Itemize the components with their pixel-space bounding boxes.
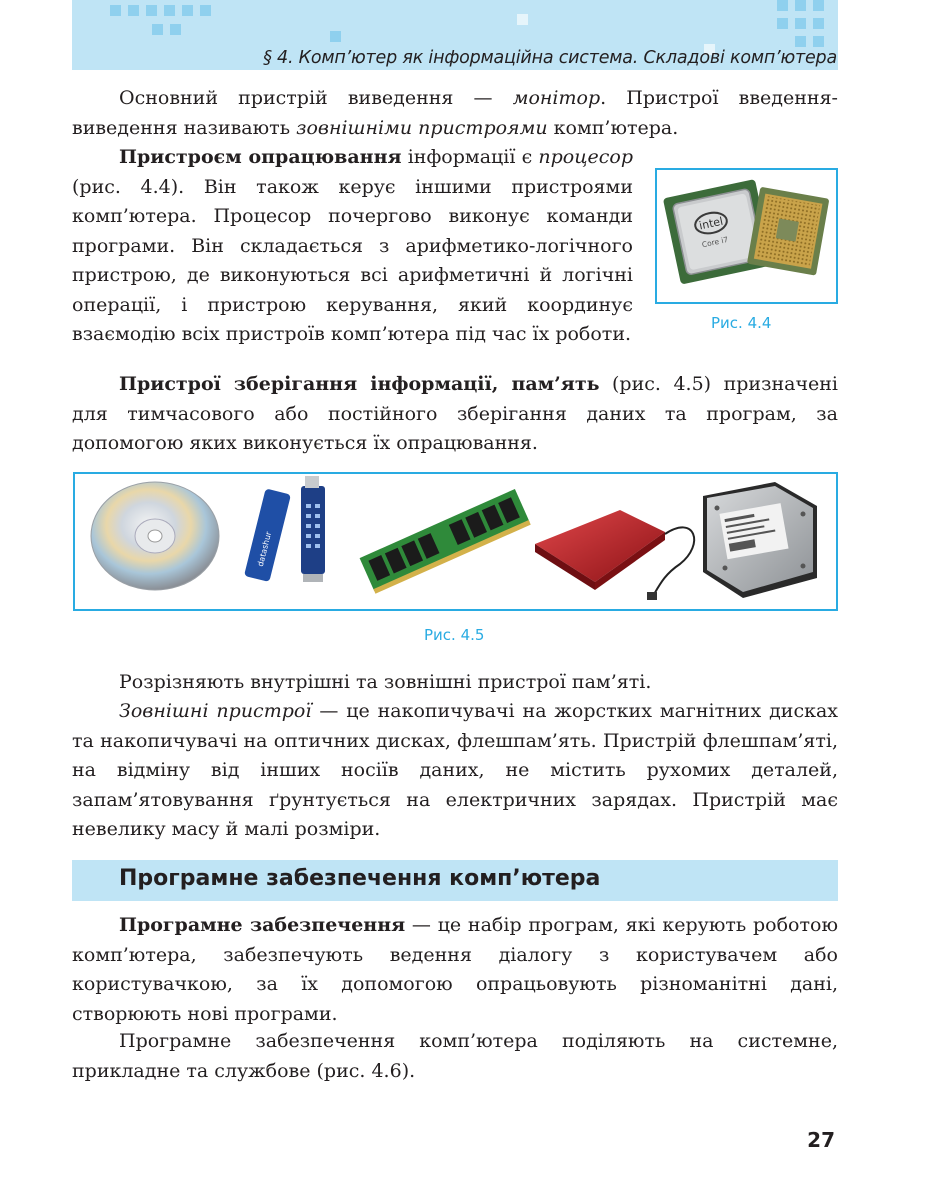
decor-square <box>182 5 193 16</box>
decor-square <box>110 5 121 16</box>
cpu-image <box>657 170 836 302</box>
decor-square <box>777 0 788 11</box>
figure-4-5-caption: Рис. 4.5 <box>424 626 485 644</box>
figure-4-5-storage-devices <box>73 472 838 611</box>
term-storage-devices: Пристрої зберігання інформації, пам’ять <box>119 373 600 395</box>
text-run: — це набір програм, які керують роботою комп’ютера, забезпечують ведення діалогу з користувачем або користувачкою, за їх допомогою опрацьовують різноманітні дані, створюють нові програми. <box>72 914 838 1025</box>
paragraph-output-devices <box>72 84 838 143</box>
usb-flash-drive <box>244 476 325 582</box>
text-run: Основний пристрій виведення — <box>119 87 513 109</box>
section-heading: Програмне забезпечення комп’ютера <box>119 866 601 891</box>
decor-square <box>795 0 806 11</box>
text-run: (рис. 4.5) призначені для тимчасового або постійного зберігання даних та програм, за допомогою яких виконується їх опрацювання. <box>72 373 838 454</box>
text-run: . Пристрої введення-виведення називають <box>72 87 838 139</box>
usb-brand-label: datashur <box>255 530 274 568</box>
decor-square <box>152 24 163 35</box>
paragraph-external-devices <box>72 697 838 845</box>
decor-square <box>164 5 175 16</box>
paragraph-memory-types: Розрізняють внутрішні та зовнішні пристрої пам’яті. <box>119 671 652 693</box>
text-run: — це накопичувачі на жорстких магнітних дисках та накопичувачі на оптичних дисках, флешпам’ять. Пристрій флешпам’яті, на відміну від інших носіїв даних, не містить рухомих деталей, запам’ятовування ґрунтується на електричних зарядах. Пристрій має невелику масу й малі розміри. <box>72 700 839 840</box>
internal-hard-drive <box>703 482 817 598</box>
ram-module <box>360 489 531 594</box>
decor-square <box>795 18 806 29</box>
term-processor: процесор <box>538 146 633 168</box>
text-run: комп’ютера. <box>547 116 679 139</box>
running-header-title: § 4. Комп’ютер як інформаційна система. Складові комп’ютера <box>263 48 837 68</box>
paragraph-software-definition <box>72 911 838 1029</box>
paragraph-storage-devices <box>72 370 838 459</box>
cpu-model-label: Core i7 <box>701 234 730 250</box>
decor-square <box>128 5 139 16</box>
external-hard-drive <box>535 510 694 600</box>
paragraph-processor <box>72 143 633 350</box>
figure-4-4-caption: Рис. 4.4 <box>711 314 772 332</box>
decor-square <box>777 18 788 29</box>
decor-square <box>146 5 157 16</box>
cpu-brand-label: intel <box>697 214 725 233</box>
decor-square <box>813 18 824 29</box>
cd-disc <box>91 482 219 590</box>
figure-4-4-processor <box>655 168 838 304</box>
term-processing-device: Пристроєм опрацювання <box>119 146 402 168</box>
storage-devices-image <box>75 474 836 609</box>
cpu-chip-back <box>747 187 829 276</box>
term-software: Програмне забезпечення <box>119 914 406 936</box>
term-external-devices: Зовнішні пристрої <box>119 700 312 722</box>
decor-square <box>813 0 824 11</box>
page-number: 27 <box>807 1128 835 1152</box>
text-run: (рис. 4.4). Він також керує іншими пристроями комп’ютера. Процесор почергово виконує команди програми. Він складається з арифметико-логічного пристрою, де виконуються всі арифметичні й логічні операції, і пристрою керування, який координує взаємодію всіх пристроїв комп’ютера під час їх роботи. <box>72 175 633 345</box>
text-run: інформації є <box>401 146 539 168</box>
paragraph-software-types: Програмне забезпечення комп’ютера поділяють на системне, прикладне та службове (рис. 4.6). <box>72 1030 838 1082</box>
decor-square <box>795 36 806 47</box>
decor-square <box>330 31 341 42</box>
term-monitor: монітор <box>512 87 601 109</box>
decor-square <box>170 24 181 35</box>
decor-square <box>813 36 824 47</box>
decor-square <box>517 14 528 25</box>
decor-square <box>200 5 211 16</box>
term-external-devices: зовнішніми пристроями <box>296 116 548 139</box>
